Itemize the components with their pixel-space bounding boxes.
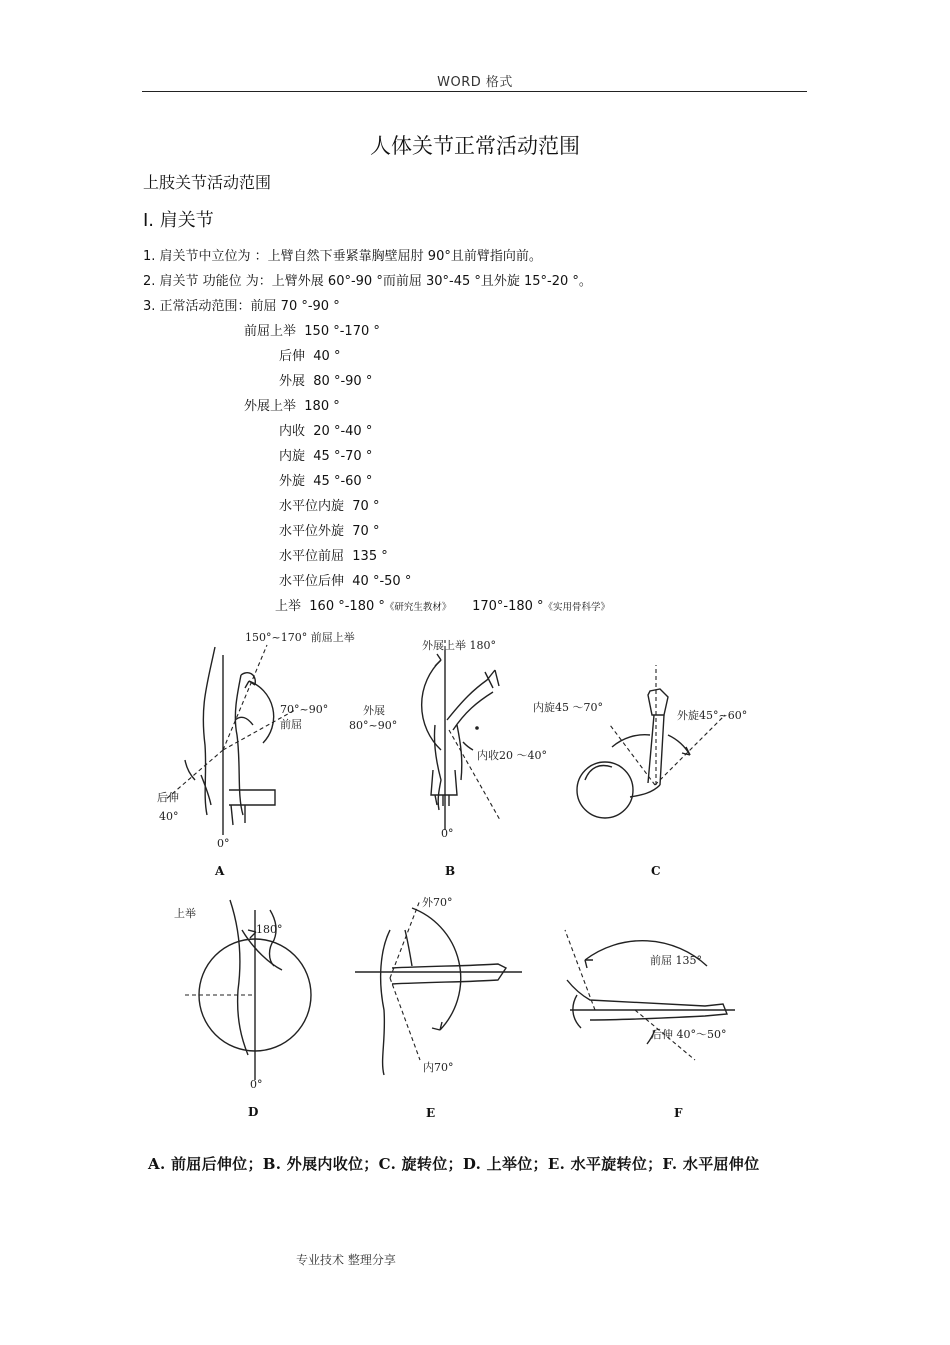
rom-row [279,520,379,539]
rom-label: 水平位前屈 [279,549,345,564]
rom-row [279,370,372,389]
figure-a-back-label: 后伸 [157,791,179,804]
figure-d-label: D [248,1105,259,1119]
item-functional-position: 2. 肩关节 功能位 为：上臂外展 60°-90 °而前屈 30°-45 °且外旋 15°-20 °。 [143,274,592,289]
rom-value: 160 °-180 ° [309,599,385,614]
rom-label: 水平位后伸 [279,574,345,589]
document-title: 人体关节正常活动范围 [370,134,580,158]
rom-row [279,545,388,564]
reference-note: 《研究生教材》 [384,602,452,613]
rom-label: 外旋 [279,474,306,489]
figure-b-abduction-label-2: 80°~90° [349,719,398,732]
rom-value: 40 °-50 ° [352,574,412,589]
figure-f-label: F [674,1106,683,1120]
page-footer: 专业技术 整理分享 [296,1253,396,1267]
rom-label: 外展上举 [244,399,297,414]
rom-row [279,470,372,489]
figure-c-internal-label: 内旋45 ～70° [533,701,603,714]
rom-label: 上举 [275,599,302,614]
rom-value: 80 °-90 ° [313,374,373,389]
rom-row [279,420,372,439]
figure-c-external-label: 外旋45°~60° [677,709,748,722]
figure-d [170,890,320,1120]
figure-f [555,920,770,1120]
rom-label: 水平位内旋 [279,499,345,514]
item-range-of-motion: 3. 正常活动范围：前屈 70 °-90 ° [143,299,340,314]
figure-d-zero-label: 0° [250,1078,263,1091]
rom-label: 后伸 [279,349,306,364]
rom-label: 内旋 [279,449,306,464]
figure-caption: A. 前屈后伸位；B. 外展内收位；C. 旋转位；D. 上举位；E. 水平旋转位；F. 水平屈伸位 [148,1155,760,1173]
rom-value: 70 ° [352,524,380,539]
rom-value: 45 °-70 ° [313,449,373,464]
rom-label: 水平位外旋 [279,524,345,539]
figure-e-label: E [426,1106,436,1120]
rom-row-lift [275,595,610,614]
rom-label: 内收 [279,424,306,439]
figure-f-flexion-label: 前屈 135° [650,954,702,967]
rom-value: 20 °-40 ° [313,424,373,439]
figure-f-extension-label: 后伸 40°～50° [651,1028,727,1041]
rom-value: 150 °-170 ° [304,324,380,339]
reference-note: 《实用骨科学》 [543,602,611,613]
rom-value: 45 °-60 ° [313,474,373,489]
rom-value: 135 ° [352,549,388,564]
item-neutral-position: 1. 肩关节中立位为 ：上臂自然下垂紧靠胸壁屈肘 90°且前臂指向前。 [143,249,542,264]
rom-value: 180 ° [304,399,340,414]
rom-label: 前屈上举 [244,324,297,339]
rom-row [279,570,411,589]
figure-b-top-label: 外展上举 180° [422,639,496,652]
figure-d-degree-label: 180° [256,923,283,936]
figure-a-label: A [215,864,225,878]
section-heading: 上肢关节活动范围 [143,173,272,192]
figure-b-abduction-label: 外展 [363,704,385,717]
figure-a-zero-label: 0° [217,837,230,850]
rom-row [279,345,340,364]
figure-c [530,655,780,880]
figure-b-label: B [445,864,456,878]
figure-b-adduction-label: 内收20 ～40° [477,749,547,762]
rom-label: 外展 [279,374,306,389]
header-divider [142,91,807,92]
figure-e [350,890,530,1120]
figure-a-back-label-2: 40° [159,810,179,823]
figure-d-lift-label: 上举 [174,907,196,920]
subsection-heading: I. 肩关节 [143,210,214,231]
figure-a-mid-label: 70°~90° [280,703,329,716]
rom-row [244,395,340,414]
rom-value: 70 ° [352,499,380,514]
page-header: WORD 格式 [437,75,513,90]
figure-b-zero-label: 0° [441,827,454,840]
figure-c-label: C [651,864,661,878]
rom-row [279,445,372,464]
figure-a-mid-label-2: 前屈 [280,718,302,731]
rom-value: 170°-180 ° [472,599,544,614]
rom-row [279,495,379,514]
figure-a-top-label: 150°~170° 前屈上举 [245,631,355,644]
figure-e-internal-label: 内70° [423,1061,454,1074]
rom-value: 40 ° [313,349,341,364]
figure-e-external-label: 外70° [422,896,453,909]
rom-row [244,320,380,339]
